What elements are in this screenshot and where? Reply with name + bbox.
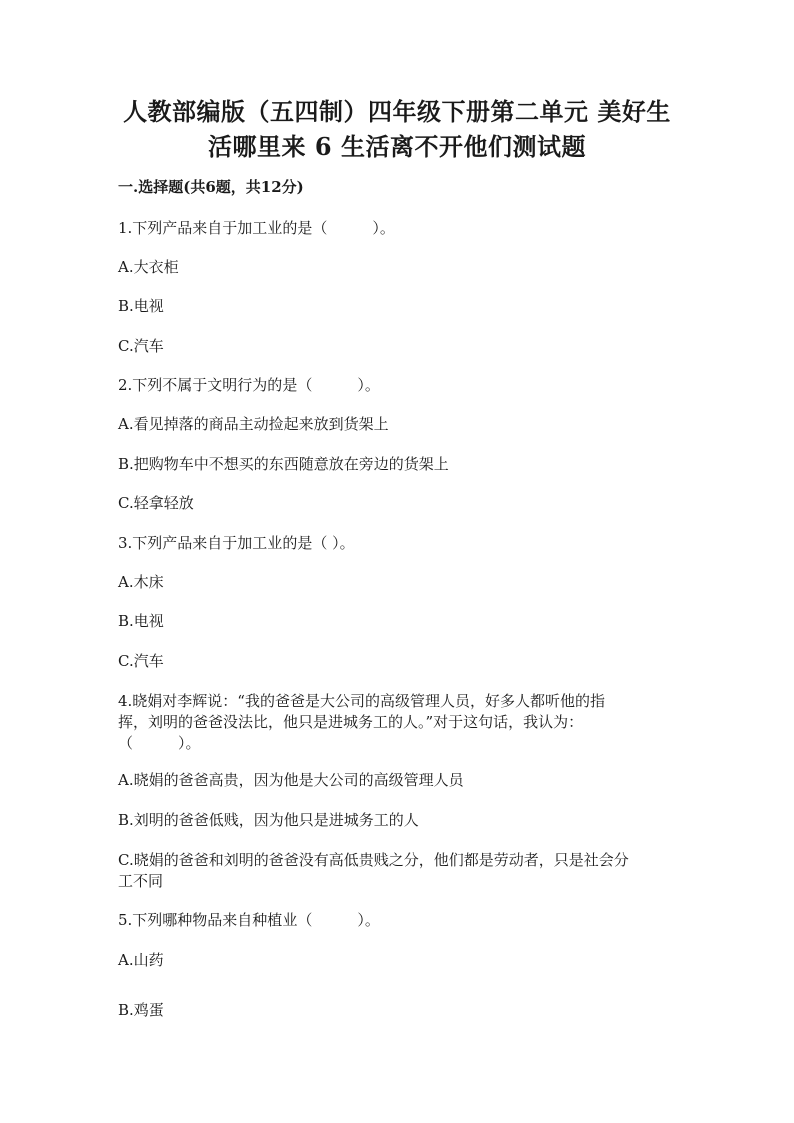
- question-4-stem-line-1: 4.晓娟对李辉说：“我的爸爸是大公司的高级管理人员，好多人都听他的指: [118, 692, 605, 710]
- question-3-stem: 3.下列产品来自于加工业的是（ ）。: [118, 534, 355, 552]
- question-2-stem: 2.下列不属于文明行为的是（ ）。: [118, 376, 380, 394]
- question-3-option-a: A.木床: [118, 573, 164, 591]
- title-line-1: 人教部编版（五四制）四年级下册第二单元 美好生: [123, 97, 671, 126]
- question-5-option-b: B.鸡蛋: [118, 1001, 164, 1019]
- question-1-option-a: A.大衣柜: [118, 258, 179, 276]
- question-5-stem: 5.下列哪种物品来自种植业（ ）。: [118, 911, 380, 929]
- question-3-option-b: B.电视: [118, 612, 164, 630]
- question-2-option-b: B.把购物车中不想买的东西随意放在旁边的货架上: [118, 455, 449, 473]
- section-heading: 一.选择题(共6题，共12分): [118, 178, 304, 196]
- question-4-option-b: B.刘明的爸爸低贱，因为他只是进城务工的人: [118, 811, 419, 829]
- question-3-option-c: C.汽车: [118, 652, 164, 670]
- question-4-stem-line-2: 挥，刘明的爸爸没法比，他只是进城务工的人。”对于这句话，我认为：: [118, 713, 584, 731]
- document-title: [100, 94, 694, 164]
- question-5-option-a: A.山药: [118, 951, 164, 969]
- question-1-stem: 1.下列产品来自于加工业的是（ ）。: [118, 219, 395, 237]
- question-1-option-b: B.电视: [118, 297, 164, 315]
- question-4-option-c-line-1: C.晓娟的爸爸和刘明的爸爸没有高低贵贱之分，他们都是劳动者，只是社会分: [118, 851, 629, 869]
- question-1-option-c: C.汽车: [118, 337, 164, 355]
- title-line-2: 活哪里来 6 生活离不开他们测试题: [208, 132, 586, 161]
- question-4-option-c-line-2: 工不同: [118, 872, 164, 890]
- question-4-stem-line-3: （ ）。: [118, 734, 201, 752]
- question-2-option-a: A.看见掉落的商品主动捡起来放到货架上: [118, 415, 389, 433]
- question-4-option-a: A.晓娟的爸爸高贵，因为他是大公司的高级管理人员: [118, 771, 464, 789]
- question-2-option-c: C.轻拿轻放: [118, 494, 194, 512]
